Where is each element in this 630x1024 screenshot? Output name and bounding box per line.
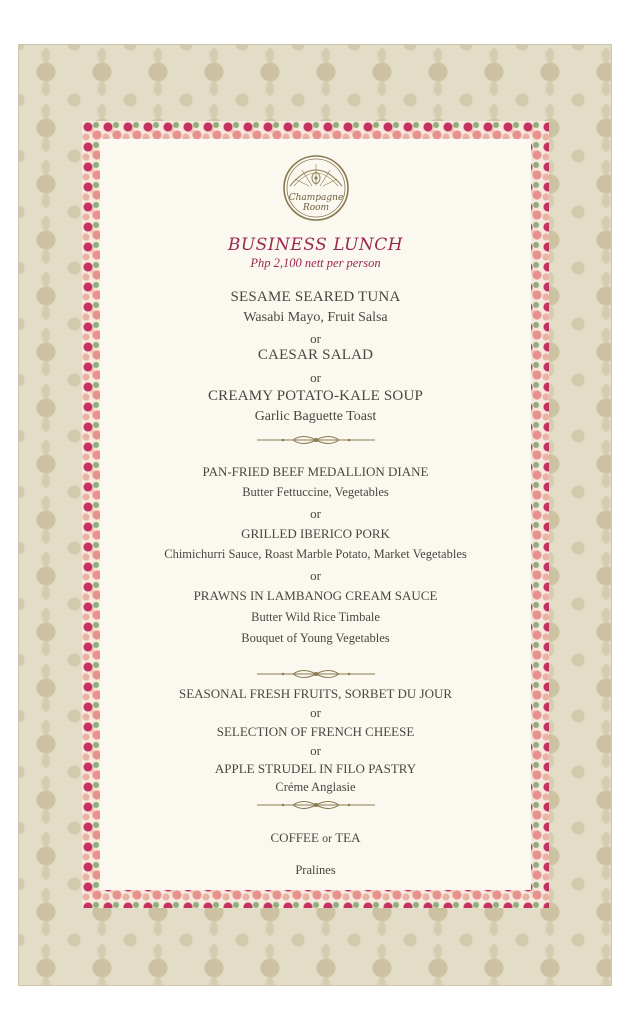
main-3-name: PRAWNS IN LAMBANOG CREAM SAUCE (193, 588, 438, 603)
or-label: or (310, 370, 321, 385)
dessert-3-name: APPLE STRUDEL IN FILO PASTRY (214, 761, 417, 776)
champagne-room-logo (282, 154, 350, 222)
ornament-divider-1 (253, 433, 379, 447)
starter-3-desc: Garlic Baguette Toast (254, 409, 377, 424)
main-3-desc-2: Bouquet of Young Vegetables (241, 631, 390, 645)
or-label: or (310, 506, 321, 521)
tea-label: TEA (335, 830, 361, 845)
main-1-name: PAN-FRIED BEEF MEDALLION DIANE (202, 464, 429, 479)
logo-line1: Champagne (288, 193, 344, 203)
starter-1-name: SESAME SEARED TUNA (230, 289, 401, 305)
main-2-name: GRILLED IBERICO PORK (241, 526, 390, 541)
ornament-divider-2 (253, 667, 379, 681)
menu-title: BUSINESS LUNCH (227, 235, 404, 255)
main-2-desc: Chimichurri Sauce, Roast Marble Potato, Market Vegetables (164, 547, 467, 561)
beverage-line (100, 831, 531, 844)
dessert-3-desc: Créme Anglasie (275, 780, 356, 794)
or-label: or (310, 568, 321, 583)
starter-1-desc: Wasabi Mayo, Fruit Salsa (243, 310, 388, 325)
coffee-label: COFFEE (270, 830, 319, 845)
or-label: or (322, 831, 333, 845)
menu-panel (100, 139, 531, 890)
starter-2-name: CAESAR SALAD (257, 347, 374, 363)
or-label: or (310, 705, 321, 720)
pralines-label: Pralines (295, 863, 336, 877)
ornament-divider-3 (253, 798, 379, 812)
dessert-1-name: SEASONAL FRESH FRUITS, SORBET DU JOUR (178, 686, 453, 701)
main-3-desc-1: Butter Wild Rice Timbale (251, 610, 380, 624)
menu-price: Php 2,100 nett per person (250, 256, 381, 270)
main-1-desc: Butter Fettuccine, Vegetables (242, 485, 389, 499)
or-label: or (310, 743, 321, 758)
logo-line2: Room (302, 203, 330, 213)
or-label: or (310, 331, 321, 346)
starter-3-name: CREAMY POTATO-KALE SOUP (207, 388, 424, 404)
dessert-2-name: SELECTION OF FRENCH CHEESE (216, 724, 415, 739)
